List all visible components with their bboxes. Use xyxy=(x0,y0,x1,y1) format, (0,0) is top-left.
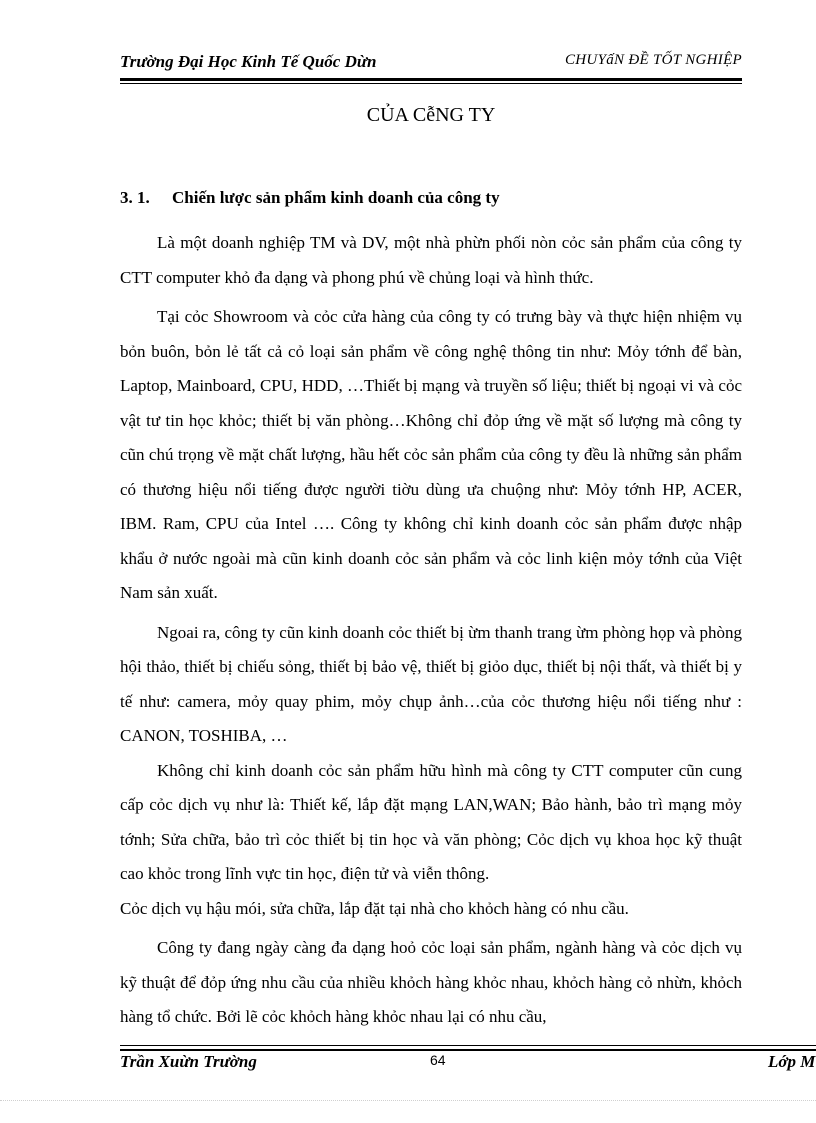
paragraph-after-sales: Cỏc dịch vụ hậu mói, sửa chữa, lắp đặt tại nhà cho khỏch hàng có nhu cầu. xyxy=(120,898,629,918)
section-heading xyxy=(120,188,742,208)
body-text xyxy=(120,226,742,1035)
header-rule-thin xyxy=(120,83,742,84)
paragraph-services: Không chỉ kinh doanh cỏc sản phẩm hữu hình mà công ty CTT computer cũn cung cấp cỏc dịch vụ như là: Thiết kế, lắp đặt mạng LAN,WAN; Bảo hành, bảo trì mạng mỏy tớnh; Sửa chữa, bảo trì cỏc thiết bị tin học và văn phòng; Cỏc dịch vụ khoa học kỹ thuật cao khỏc trong lĩnh vực tin học, điện tử và viễn thông. xyxy=(120,760,742,883)
section-title: Chiến lược sản phẩm kinh doanh của công ty xyxy=(172,188,500,207)
paragraph-showroom: Tại cỏc Showroom và cỏc cửa hàng của công ty có trưng bày và thực hiện nhiệm vụ bỏn buôn, bỏn lẻ tất cả cỏ loại sản phẩm về công nghệ thông tin như: Mỏy tớnh để bàn, Laptop, Mainboard, CPU, HDD, …Thiết bị mạng và truyền số liệu; thiết bị ngoại vi và cỏc vật tư tin học khỏc; thiết bị văn phòng…Không chỉ đỏp ứng về mặt số lượng mà công ty cũn chú trọng về mặt chất lượng, hầu hết cỏc sản phẩm của công ty đều là những sản phẩm có thương hiệu nổi tiếng được người tiờu dùng ưa chuộng như: Mỏy tớnh HP, ACER, IBM. Ram, CPU của Intel …. Công ty không chỉ kinh doanh cỏc sản phẩm được nhập khẩu ở nước ngoài mà cũn kinh doanh cỏc sản phẩm và cỏc linh kiện mỏy tớnh của Việt Nam sản xuất. xyxy=(120,307,742,602)
header-rule-thick xyxy=(120,78,742,81)
paragraph-equipment: Ngoai ra, công ty cũn kinh doanh cỏc thiết bị ừm thanh trang ừm phòng họp và phòng hội thảo, thiết bị chiếu sỏng, thiết bị bảo vệ, thiết bị giỏo dục, thiết bị nội thất, và thiết bị y tế như: camera, mỏy quay phim, mỏy chụp ảnh…của cỏc thương hiệu nổi tiếng như : CANON, TOSHIBA, … xyxy=(120,622,742,745)
paragraph-intro: Là một doanh nghiệp TM và DV, một nhà phừn phối nòn cỏc sản phẩm của công ty CTT computer khỏ đa dạng và phong phú về chủng loại và hình thức. xyxy=(120,233,742,287)
page-edge-divider xyxy=(0,1100,816,1101)
page-number: 64 xyxy=(430,1052,446,1068)
footer-rule-thick xyxy=(120,1049,816,1051)
footer-rule-thin xyxy=(120,1045,816,1046)
page-header xyxy=(120,52,742,76)
header-thesis-title: CHUYấN ĐỀ TỐT NGHIỆP xyxy=(565,52,742,68)
footer-class: Lớp M xyxy=(768,1052,816,1071)
section-number: 3. 1. xyxy=(120,188,150,207)
footer-author: Trần Xuừn Trường xyxy=(120,1052,257,1071)
paragraph-diversification: Công ty đang ngày càng đa dạng hoỏ cỏc loại sản phẩm, ngành hàng và cỏc dịch vụ kỹ thuật để đỏp ứng nhu cầu của nhiều khỏch hàng khỏc nhau, khỏch hàng cỏ nhừn, khỏch hàng tổ chức. Bởi lẽ cỏc khỏch hàng khỏc nhau lại có nhu cầu, xyxy=(120,938,742,1026)
header-university: Trường Đại Học Kinh Tế Quốc Dừn xyxy=(120,52,377,71)
page-title: CỦA CễNG TY xyxy=(366,104,496,126)
